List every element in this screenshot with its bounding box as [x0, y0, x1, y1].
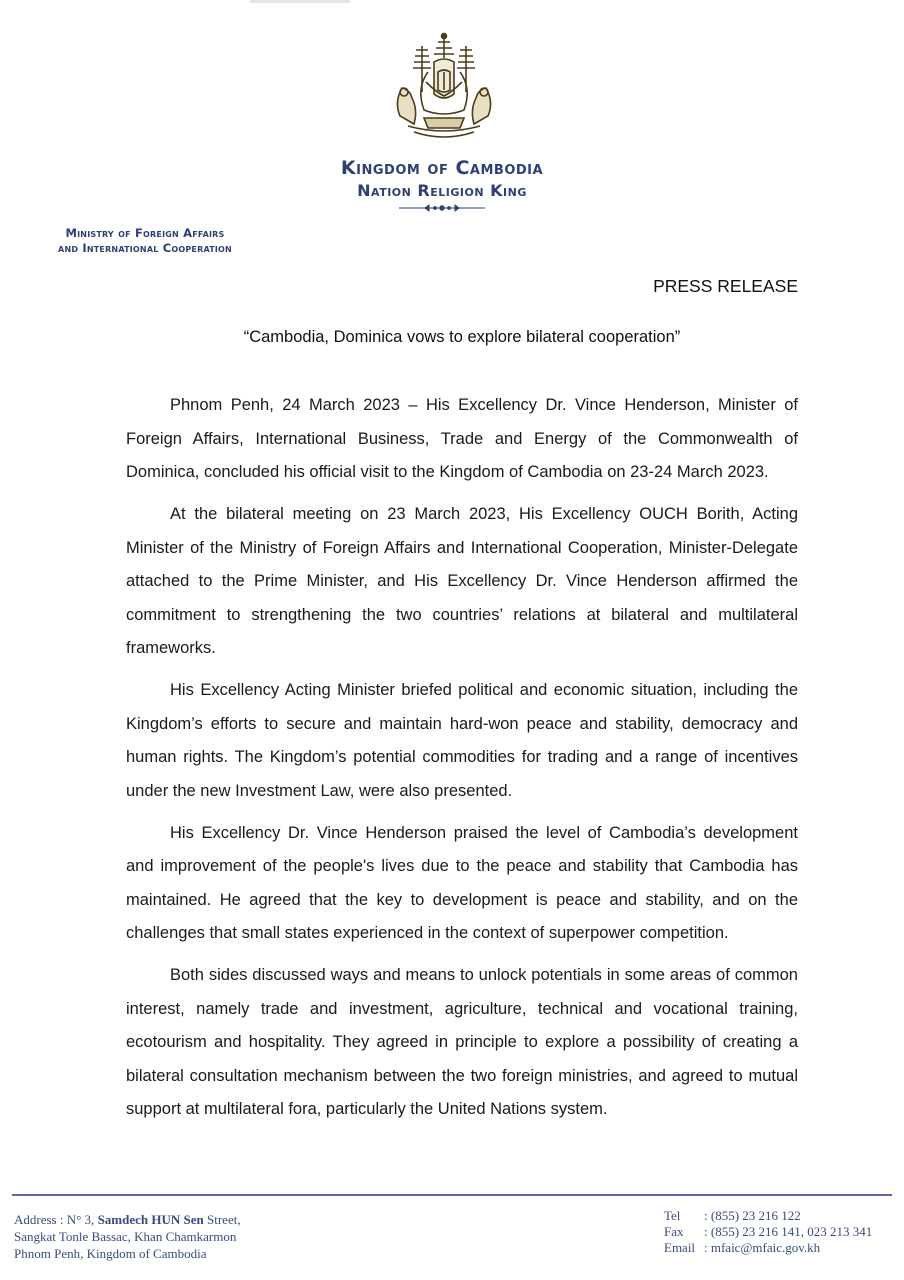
kingdom-heading: Kingdom of Cambodia — [340, 157, 544, 179]
email-value: : mfaic@mfaic.gov.kh — [704, 1240, 821, 1255]
contact-tel — [664, 1208, 872, 1224]
press-release-body — [126, 389, 798, 1135]
tel-value: : (855) 23 216 122 — [704, 1208, 801, 1223]
footer-contact — [664, 1208, 872, 1256]
paragraph: Phnom Penh, 24 March 2023 – His Excellency Dr. Vince Henderson, Minister of Foreign Affairs, International Business, Trade and Energy of the Commonwealth of Dominica, concluded his official visit to the Kingdom of Cambodia on 23-24 March 2023. — [126, 396, 798, 481]
paragraph: His Excellency Acting Minister briefed political and economic situation, including the Kingdom’s efforts to secure and maintain hard-won peace and stability, democracy and human rights. The Kingdom’s potential commodities for trading and a range of incentives under the new Investment Law, were also presented. — [126, 681, 798, 800]
address-street-name: Samdech HUN Sen — [97, 1212, 204, 1227]
email-label: Email — [664, 1240, 696, 1255]
paragraph: At the bilateral meeting on 23 March 2023, His Excellency OUCH Borith, Acting Minister of the Ministry of Foreign Affairs and International Cooperation, Minister-Delegate attached to the Prime Minister, and His Excellency Dr. Vince Henderson affirmed the commitment to strengthening the two countries’ relations at bilateral and multilateral frameworks. — [126, 505, 798, 657]
fax-value: : (855) 23 216 141, 023 213 341 — [704, 1224, 873, 1239]
address-line-2: Sangkat Tonle Bassac, Khan Chamkarmon — [14, 1229, 237, 1244]
ministry-name — [10, 226, 280, 256]
contact-email — [664, 1240, 872, 1256]
contact-fax — [664, 1224, 872, 1240]
address-street-suffix: Street, — [207, 1212, 241, 1227]
fax-label: Fax — [664, 1224, 684, 1239]
press-release-label: PRESS RELEASE — [653, 276, 798, 296]
address-line-3: Phnom Penh, Kingdom of Cambodia — [14, 1246, 207, 1261]
decorative-divider-icon — [397, 202, 487, 214]
footer-address — [14, 1211, 241, 1262]
tel-label: Tel — [664, 1208, 681, 1223]
ministry-name-line-2: and International Cooperation — [58, 241, 232, 255]
royal-coat-of-arms-icon — [384, 32, 504, 144]
paragraph: Both sides discussed ways and means to unlock potentials in some areas of common interest, namely trade and investment, agriculture, technical and vocational training, ecotourism and hospitality. They agreed in principle to explore a possibility of creating a bilateral consultation mechanism between the two foreign ministries, and agreed to mutual support at multilateral fora, particularly the United Nations system. — [126, 966, 798, 1118]
ministry-name-line-1: Ministry of Foreign Affairs — [65, 226, 225, 240]
footer-divider — [12, 1194, 892, 1196]
paragraph: His Excellency Dr. Vince Henderson praised the level of Cambodia’s development and improvement of the people's lives due to the peace and stability that Cambodia has maintained. He agreed that the key to development is peace and stability, and on the challenges that small states experienced in the context of superpower competition. — [126, 823, 798, 942]
scan-mark — [250, 0, 350, 3]
address-label: Address : N° 3, — [14, 1212, 95, 1227]
press-release-headline: “Cambodia, Dominica vows to explore bilateral cooperation” — [243, 328, 681, 346]
national-motto: Nation Religion King — [357, 181, 527, 200]
